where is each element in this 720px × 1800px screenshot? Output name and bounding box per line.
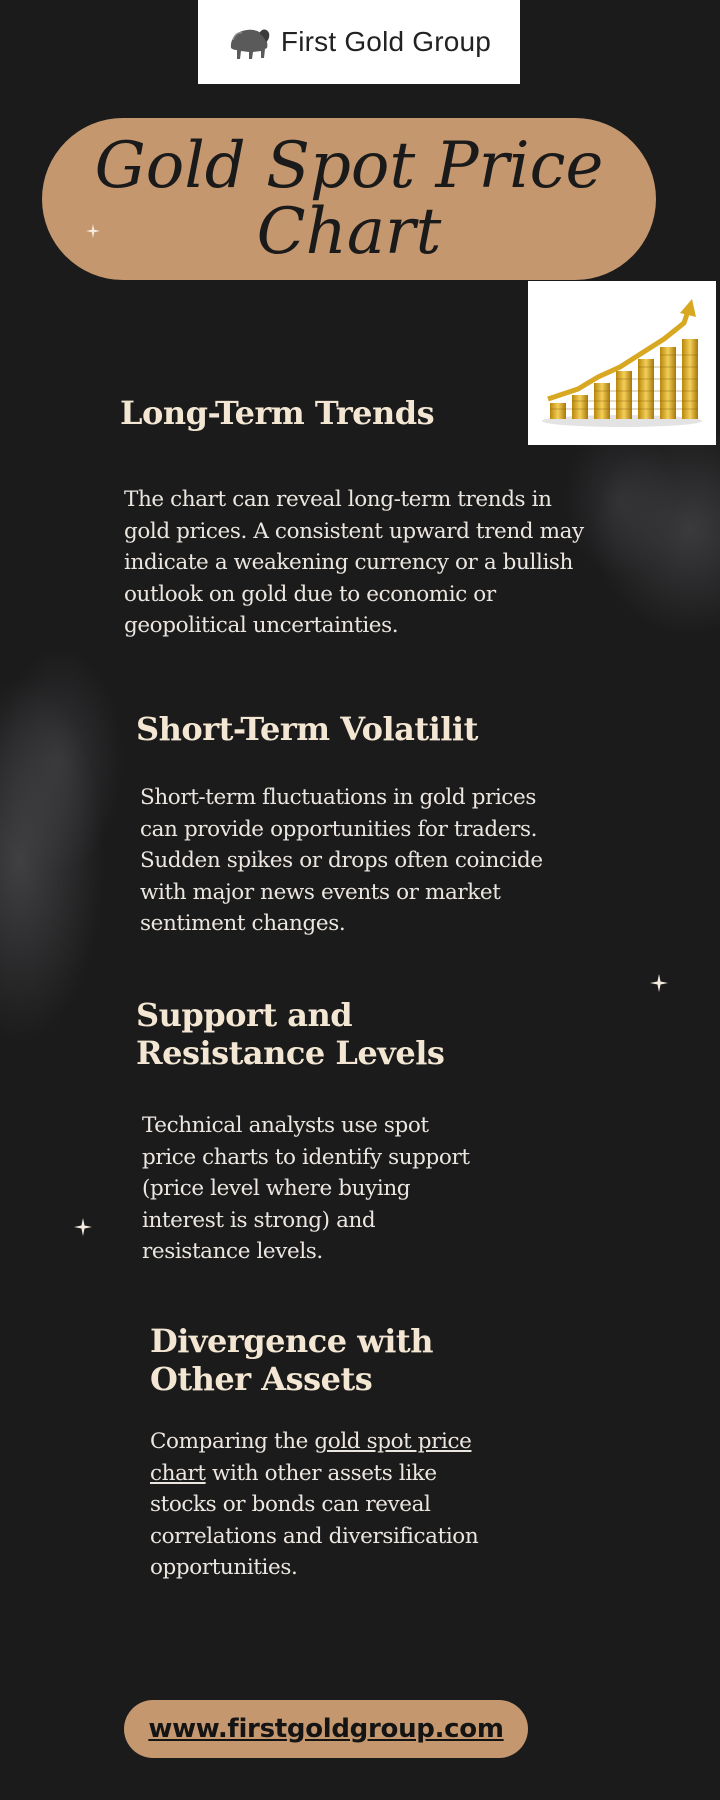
gold-growth-illustration (528, 281, 716, 445)
section-body-support-resistance: Technical analysts use spot price charts to identify support (price level where buying interest is strong) and resistance levels. (142, 1113, 470, 1264)
section-body-short-term-volatility: Short-term fluctuations in gold prices can provide opportunities for traders. Sudden spikes or drops often coincide with major news events or market sentiment changes. (140, 785, 543, 936)
heading-line: Support and (136, 996, 353, 1034)
section-heading-support-resistance (136, 996, 444, 1072)
bison-icon (227, 22, 271, 62)
gold-coin-stacks-icon (528, 281, 716, 445)
heading-line: Divergence with (150, 1322, 433, 1360)
section-body-long-term-trends: The chart can reveal long-term trends in gold prices. A consistent upward trend may indicate a weakening currency or a bullish outlook on gold due to economic or geopolitical uncertainties. (124, 487, 584, 638)
body-text: Comparing the (150, 1429, 315, 1454)
logo-text: First Gold Group (280, 26, 492, 57)
website-url[interactable]: www.firstgoldgroup.com (148, 1714, 504, 1744)
logo[interactable] (198, 0, 520, 84)
section-body-divergence (150, 1426, 490, 1584)
page-title-line-2: Chart (256, 195, 442, 269)
section-heading-short-term-volatility: Short-Term Volatilit (136, 710, 478, 748)
body-text: with other assets like stocks or bonds can reveal correlations and diversification opportunities. (150, 1460, 479, 1580)
page-title-line-1: Gold Spot Price (94, 129, 604, 203)
heading-line: Resistance Levels (136, 1034, 445, 1072)
title-banner (42, 118, 656, 280)
sparkle-icon (74, 1218, 92, 1236)
gold-spot-price-chart-link[interactable]: gold spot price chart (150, 1429, 472, 1486)
sparkle-icon (86, 224, 100, 238)
section-heading-long-term-trends: Long-Term Trends (120, 394, 435, 432)
sparkle-icon (650, 974, 668, 992)
section-heading-divergence (150, 1322, 433, 1398)
heading-line: Other Assets (150, 1360, 373, 1398)
website-link-button[interactable] (124, 1700, 528, 1758)
